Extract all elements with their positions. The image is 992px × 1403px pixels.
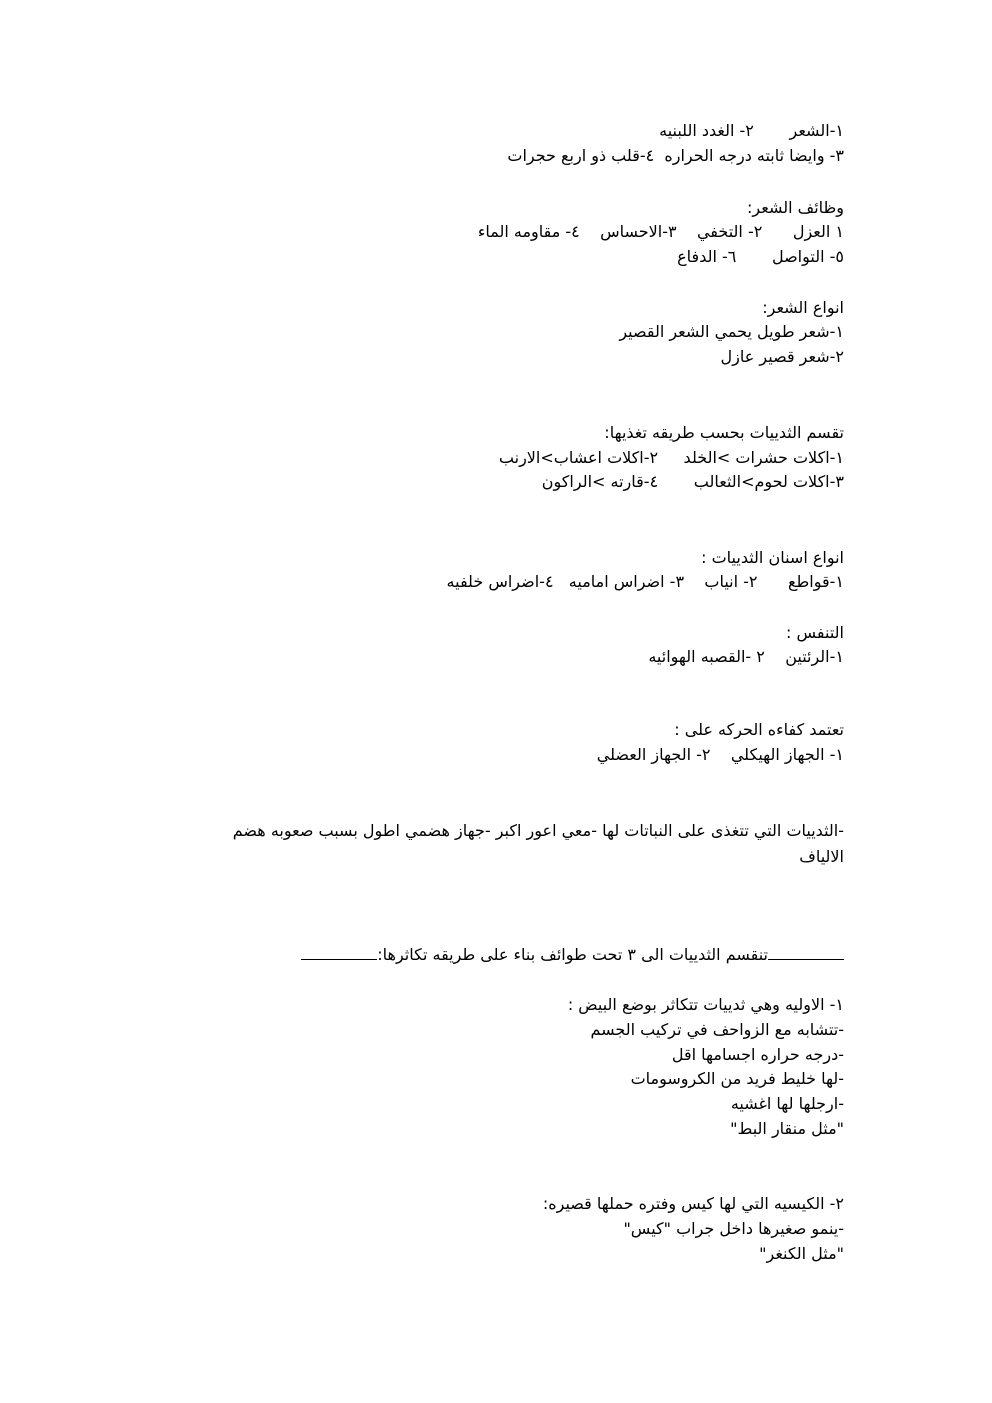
movement-heading: تعتمد كفاءه الحركه على : bbox=[674, 720, 844, 739]
hair-functions-line-2: ٥- التواصل ٦- الدفاع bbox=[677, 247, 844, 266]
fill-in-blank-left bbox=[301, 945, 377, 960]
feeding-line-2: ٣-اكلات لحوم>الثعالب ٤-قارته >الراكون bbox=[541, 472, 844, 491]
monotremes-point-1: -تتشابه مع الزواحف في تركيب الجسم bbox=[590, 1020, 844, 1039]
marsupials-example: "مثل الكنغر" bbox=[759, 1244, 844, 1263]
intro-line-1: ١-الشعر ٢- الغدد اللبنيه bbox=[659, 121, 844, 140]
movement-line-1: ١- الجهاز الهيكلي ٢- الجهاز العضلي bbox=[596, 745, 844, 764]
feeding-line-1: ١-اكلات حشرات >الخلد ٢-اكلات اعشاب>الارنب bbox=[498, 448, 844, 467]
breathing-line-1: ١-الرئتين ٢ -القصبه الهوائيه bbox=[648, 647, 844, 666]
monotremes-point-2: -درجه حراره اجسامها اقل bbox=[671, 1045, 844, 1064]
intro-line-2: ٣- وايضا ثابته درجه الحراره ٤-قلب ذو اربع حجرات bbox=[507, 146, 844, 165]
hair-types-heading: انواع الشعر: bbox=[762, 298, 844, 317]
herbivores-paragraph: -الثدييات التي تتغذى على النباتات لها -معي اعور اكبر -جهاز هضمي اطول بسبب صعوبه هضم الالياف bbox=[232, 821, 844, 866]
hair-functions-heading: وظائف الشعر: bbox=[747, 198, 844, 217]
teeth-line-1: ١-قواطع ٢- انياب ٣- اضراس اماميه ٤-اضراس خلفيه bbox=[446, 572, 844, 591]
feeding-heading: تقسم الثدييات بحسب طريقه تغذيها: bbox=[604, 423, 844, 442]
monotremes-example: "مثل منقار البط" bbox=[730, 1119, 844, 1138]
fill-in-blank-right bbox=[768, 945, 844, 960]
breathing-heading: التنفس : bbox=[786, 623, 844, 642]
reproduction-heading-row bbox=[301, 943, 844, 967]
monotremes-point-4: -ارجلها لها اغشيه bbox=[730, 1094, 844, 1113]
hair-types-line-2: ٢-شعر قصير عازل bbox=[720, 347, 844, 366]
teeth-heading: انواع اسنان الثدييات : bbox=[701, 548, 844, 567]
marsupials-title: ٢- الكيسيه التي لها كيس وفتره حملها قصيره: bbox=[542, 1194, 844, 1213]
hair-types-line-1: ١-شعر طويل يحمي الشعر القصير bbox=[619, 322, 844, 341]
monotremes-title: ١- الاوليه وهي ثدييات تتكاثر بوضع البيض : bbox=[567, 995, 844, 1014]
hair-functions-line-1: ١ العزل ٢- التخفي ٣-الاحساس ٤- مقاومه الماء bbox=[477, 222, 844, 241]
marsupials-point-1: -ينمو صغيرها داخل جراب "كيس" bbox=[623, 1219, 844, 1238]
monotremes-point-3: -لها خليط فريد من الكروسومات bbox=[630, 1069, 844, 1088]
reproduction-heading: تنقسم الثدييات الى ٣ تحت طوائف بناء على طريقه تكاثرها: bbox=[377, 945, 768, 964]
